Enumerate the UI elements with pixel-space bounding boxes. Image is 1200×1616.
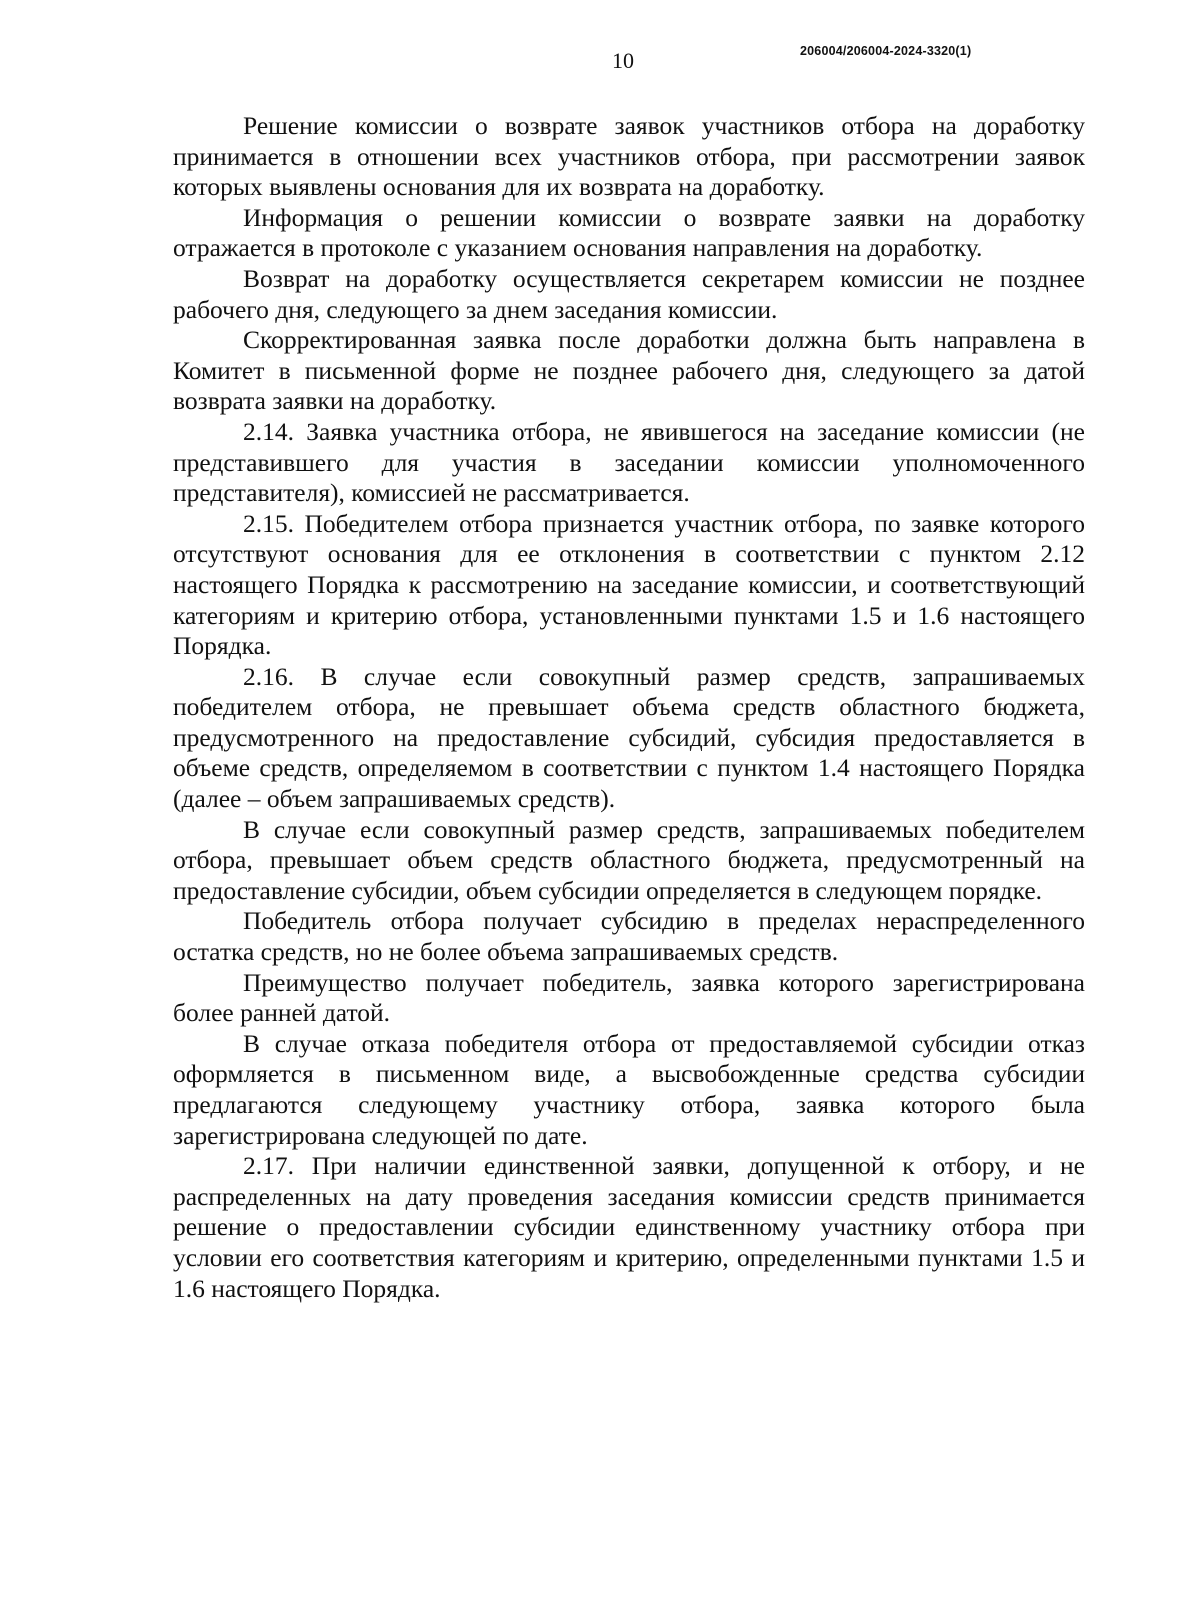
paragraph: Информация о решении комиссии о возврате заявки на доработку отражается в протоколе с указанием основания направления на доработку. [173, 202, 1085, 263]
paragraph-2-17: 2.17. При наличии единственной заявки, допущенной к отбору, и не распределенных на дату проведения заседания комиссии средств принимается решение о предоставлении субсидии единственному участнику отбора при условии его соответствия категориям и критерию, определенными пунктами 1.5 и 1.6 настоящего Порядка. [173, 1151, 1085, 1303]
document-id: 206004/206004-2024-3320(1) [800, 44, 972, 58]
document-body [173, 111, 1085, 1304]
paragraph-2-16: 2.16. В случае если совокупный размер средств, запрашиваемых победителем отбора, не превышает объема средств областного бюджета, предусмотренного на предоставление субсидий, субсидия предоставляется в объеме средств, определяемом в соответствии с пунктом 1.4 настоящего Порядка (далее – объем запрашиваемых средств). [173, 661, 1085, 814]
page-number: 10 [612, 48, 634, 73]
paragraph: Преимущество получает победитель, заявка которого зарегистрирована более ранней датой. [173, 967, 1085, 1028]
paragraph: В случае если совокупный размер средств, запрашиваемых победителем отбора, превышает объем средств областного бюджета, предусмотренный на предоставление субсидии, объем субсидии определяется в следующем порядке. [173, 814, 1085, 905]
paragraph: Скорректированная заявка после доработки должна быть направлена в Комитет в письменной форме не позднее рабочего дня, следующего за датой возврата заявки на доработку. [173, 325, 1085, 416]
paragraph-2-14: 2.14. Заявка участника отбора, не явившегося на заседание комиссии (не представившего для участия в заседании комиссии уполномоченного представителя), комиссией не рассматривается. [173, 416, 1085, 508]
paragraph: Возврат на доработку осуществляется секретарем комиссии не позднее рабочего дня, следующего за днем заседания комиссии. [173, 263, 1085, 324]
paragraph: В случае отказа победителя отбора от предоставляемой субсидии отказ оформляется в письменном виде, а высвобожденные средства субсидии предлагаются следующему участнику отбора, заявка которого была зарегистрирована следующей по дате. [173, 1028, 1085, 1150]
paragraph-2-15: 2.15. Победителем отбора признается участник отбора, по заявке которого отсутствуют основания для ее отклонения в соответствии с пунктом 2.12 настоящего Порядка к рассмотрению на заседание комиссии, и соответствующий категориям и критерию отбора, установленными пунктами 1.5 и 1.6 настоящего Порядка. [173, 508, 1085, 661]
paragraph: Победитель отбора получает субсидию в пределах нераспределенного остатка средств, но не более объема запрашиваемых средств. [173, 906, 1085, 967]
paragraph: Решение комиссии о возврате заявок участников отбора на доработку принимается в отношении всех участников отбора, при рассмотрении заявок которых выявлены основания для их возврата на доработку. [173, 111, 1085, 202]
